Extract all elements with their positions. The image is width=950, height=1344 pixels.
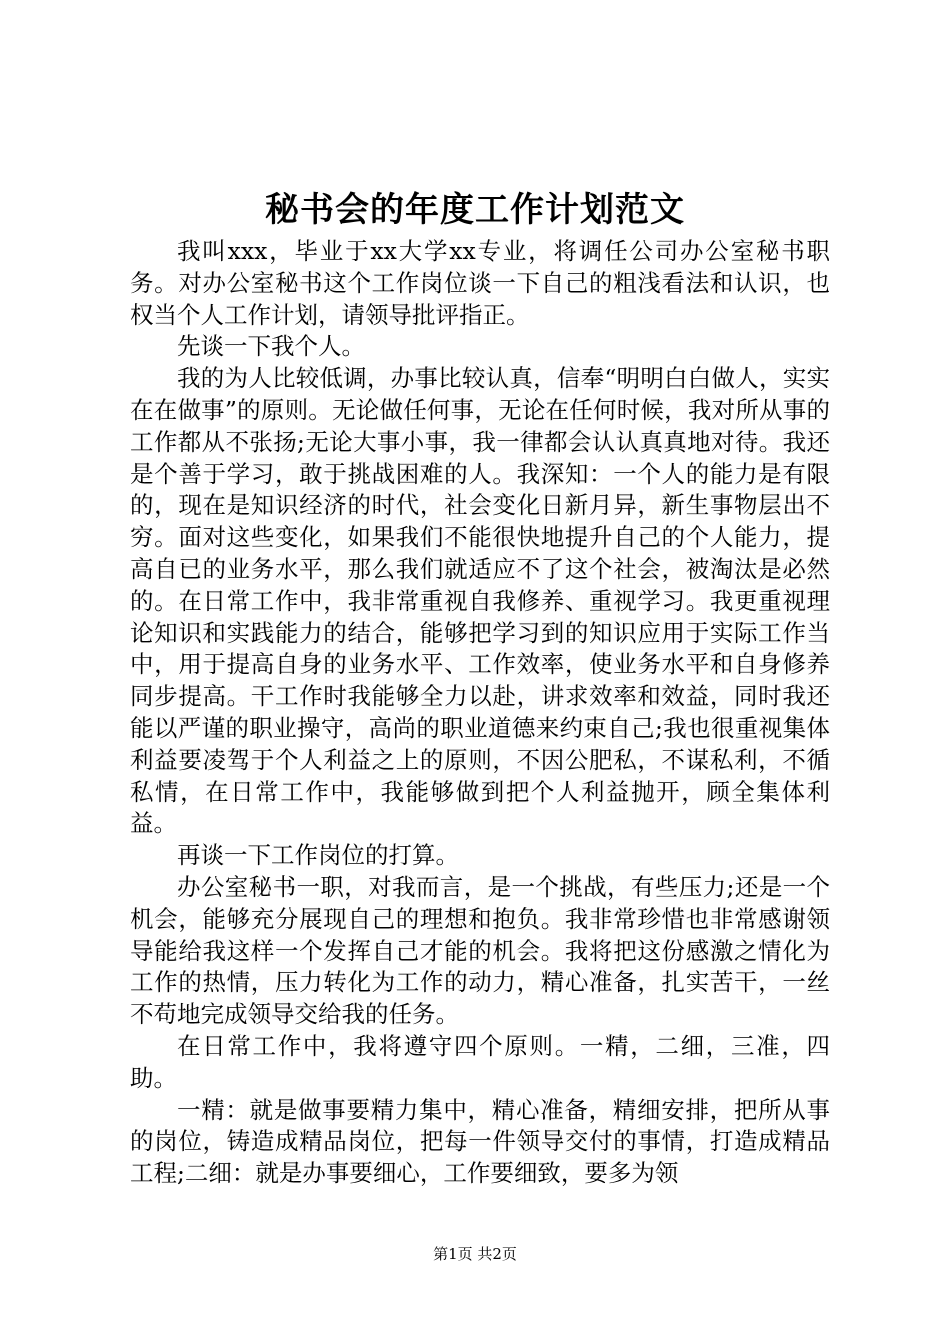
document-title: 秘书会的年度工作计划范文 (265, 190, 685, 230)
paragraph: 办公室秘书一职，对我而言，是一个挑战，有些压力;还是一个机会，能够充分展现自己的理想和抱负。我非常珍惜也非常感谢领导能给我这样一个发挥自己才能的机会。我将把这份感激之情化为工作的热情，压力转化为工作的动力，精心准备，扎实苦干，一丝不苟地完成领导交给我的任务。 (130, 872, 830, 1029)
paragraph: 先谈一下我个人。 (177, 332, 365, 361)
paragraph: 再谈一下工作岗位的打算。 (177, 841, 459, 870)
document-body (130, 236, 830, 1190)
paragraph: 我叫xxx，毕业于xx大学xx专业，将调任公司办公室秘书职务。对办公室秘书这个工作岗位谈一下自己的粗浅看法和认识，也权当个人工作计划，请领导批评指正。 (130, 237, 830, 329)
page-footer: 第1页 共2页 (433, 1245, 517, 1263)
paragraph: 一精：就是做事要精力集中，精心准备，精细安排，把所从事的岗位，铸造成精品岗位，把每一件领导交付的事情，打造成精品工程;二细：就是办事要细心，工作要细致，要多为领 (130, 1095, 830, 1188)
paragraph: 我的为人比较低调，办事比较认真，信奉“明明白白做人，实实在在做事”的原则。无论做任何事，无论在任何时候，我对所从事的工作都从不张扬;无论大事小事，我一律都会认认真真地对待。我还是个善于学习，敢于挑战困难的人。我深知：一个人的能力是有限的，现在是知识经济的时代，社会变化日新月异，新生事物层出不穷。面对这些变化，如果我们不能很快地提升自己的个人能力，提高自已的业务水平，那么我们就适应不了这个社会，被淘汰是必然的。在日常工作中，我非常重视自我修养、重视学习。我更重视理论知识和实践能力的结合，能够把学习到的知识应用于实际工作当中，用于提高自身的业务水平、工作效率，使业务水平和自身修养同步提高。干工作时我能够全力以赴，讲求效率和效益，同时我还能以严谨的职业操守，高尚的职业道德来约束自己;我也很重视集体利益要凌驾于个人利益之上的原则，不因公肥私，不谋私利，不循私情，在日常工作中，我能够做到把个人利益抛开，顾全集体利益。 (130, 364, 830, 838)
paragraph: 在日常工作中，我将遵守四个原则。一精，二细，三准，四助。 (130, 1031, 830, 1092)
